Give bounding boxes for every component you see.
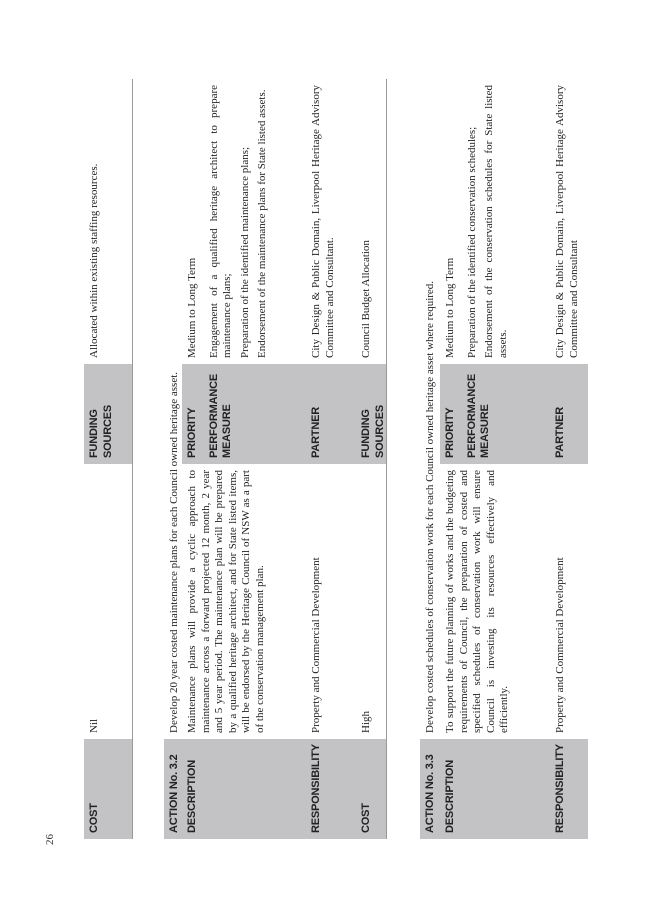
- rotated-page: [84, 79, 580, 839]
- action-3-2-row: [164, 79, 182, 839]
- performance-measure-label: PERFORMANCE MEASURE: [207, 374, 233, 458]
- action-text: Develop costed schedules of conservation work for each Council owned heritage asset where required.: [420, 79, 440, 739]
- cost-label: COST: [84, 739, 132, 839]
- divider: [132, 79, 133, 839]
- priority-performance-labels: [440, 364, 550, 464]
- performance-item: Preparation of the identified maintenance plans;: [238, 146, 251, 358]
- cost-value: Nil: [84, 464, 132, 739]
- cost-row-continued: [84, 79, 132, 839]
- priority-performance-values: [440, 79, 550, 364]
- funding-sources-label: FUNDING SOURCES: [84, 364, 132, 464]
- description-label: DESCRIPTION: [440, 739, 550, 839]
- cost-label: COST: [356, 739, 386, 839]
- cost-row: [356, 79, 386, 839]
- responsibility-row: [550, 79, 588, 839]
- divider: [386, 79, 387, 839]
- responsibility-value: Property and Commercial Development: [306, 464, 356, 739]
- page-number: 26: [44, 834, 56, 845]
- partner-value: City Design & Public Domain, Liverpool Heritage Advisory Committee and Consultant.: [306, 79, 356, 364]
- funding-sources-value: Allocated within existing staffing resources.: [84, 79, 132, 364]
- priority-value: Medium to Long Term: [444, 257, 456, 358]
- action-label: ACTION No. 3.3: [420, 739, 440, 839]
- responsibility-value: Property and Commercial Development: [550, 464, 588, 739]
- description-row: [182, 79, 306, 839]
- performance-item: Engagement of a qualified heritage architect to prepare maintenance plans;: [207, 85, 233, 358]
- action-label: ACTION No. 3.2: [164, 739, 182, 839]
- priority-label: PRIORITY: [444, 407, 456, 458]
- performance-measure-label: PERFORMANCE MEASURE: [465, 374, 491, 458]
- description-text: Maintenance plans will provide a cyclic approach to maintenance across a forward projected 12 month, 2 year and 5 year period. The maintenance plan will be prepared by a qualified heritage architect, and for State listed items, will be endorsed by the Heritage Council of NSW as a part of the conservation management plan.: [182, 464, 306, 739]
- description-row: [440, 79, 550, 839]
- action-3-3-row: [420, 79, 440, 839]
- partner-value: City Design & Public Domain, Liverpool Heritage Advisory Committee and Consultant: [550, 79, 588, 364]
- responsibility-label: RESPONSIBILITY: [550, 739, 588, 839]
- partner-label: PARTNER: [550, 364, 588, 464]
- performance-item: Preparation of the identified conservation schedules;: [465, 126, 478, 358]
- partner-label: PARTNER: [306, 364, 356, 464]
- action-text: Develop 20 year costed maintenance plans for each Council owned heritage asset.: [164, 79, 182, 739]
- priority-performance-values: [182, 79, 306, 364]
- priority-label: PRIORITY: [186, 407, 198, 458]
- responsibility-row: [306, 79, 356, 839]
- description-label: DESCRIPTION: [182, 739, 306, 839]
- performance-item: Endorsement of the maintenance plans for State listed assets.: [256, 89, 268, 358]
- performance-item: Endorsement of the conservation schedules for State listed assets.: [483, 85, 509, 358]
- priority-performance-labels: [182, 364, 306, 464]
- cost-value: High: [356, 464, 386, 739]
- priority-value: Medium to Long Term: [186, 257, 198, 358]
- funding-sources-value: Council Budget Allocation: [356, 79, 386, 364]
- responsibility-label: RESPONSIBILITY: [306, 739, 356, 839]
- funding-sources-label: FUNDING SOURCES: [356, 364, 386, 464]
- description-text: To support the future planning of works and the budgeting requirements of Council, the preparation of costed and specified schedules of conservation work will ensure Council is investing its resources effectively and efficiently.: [440, 464, 550, 739]
